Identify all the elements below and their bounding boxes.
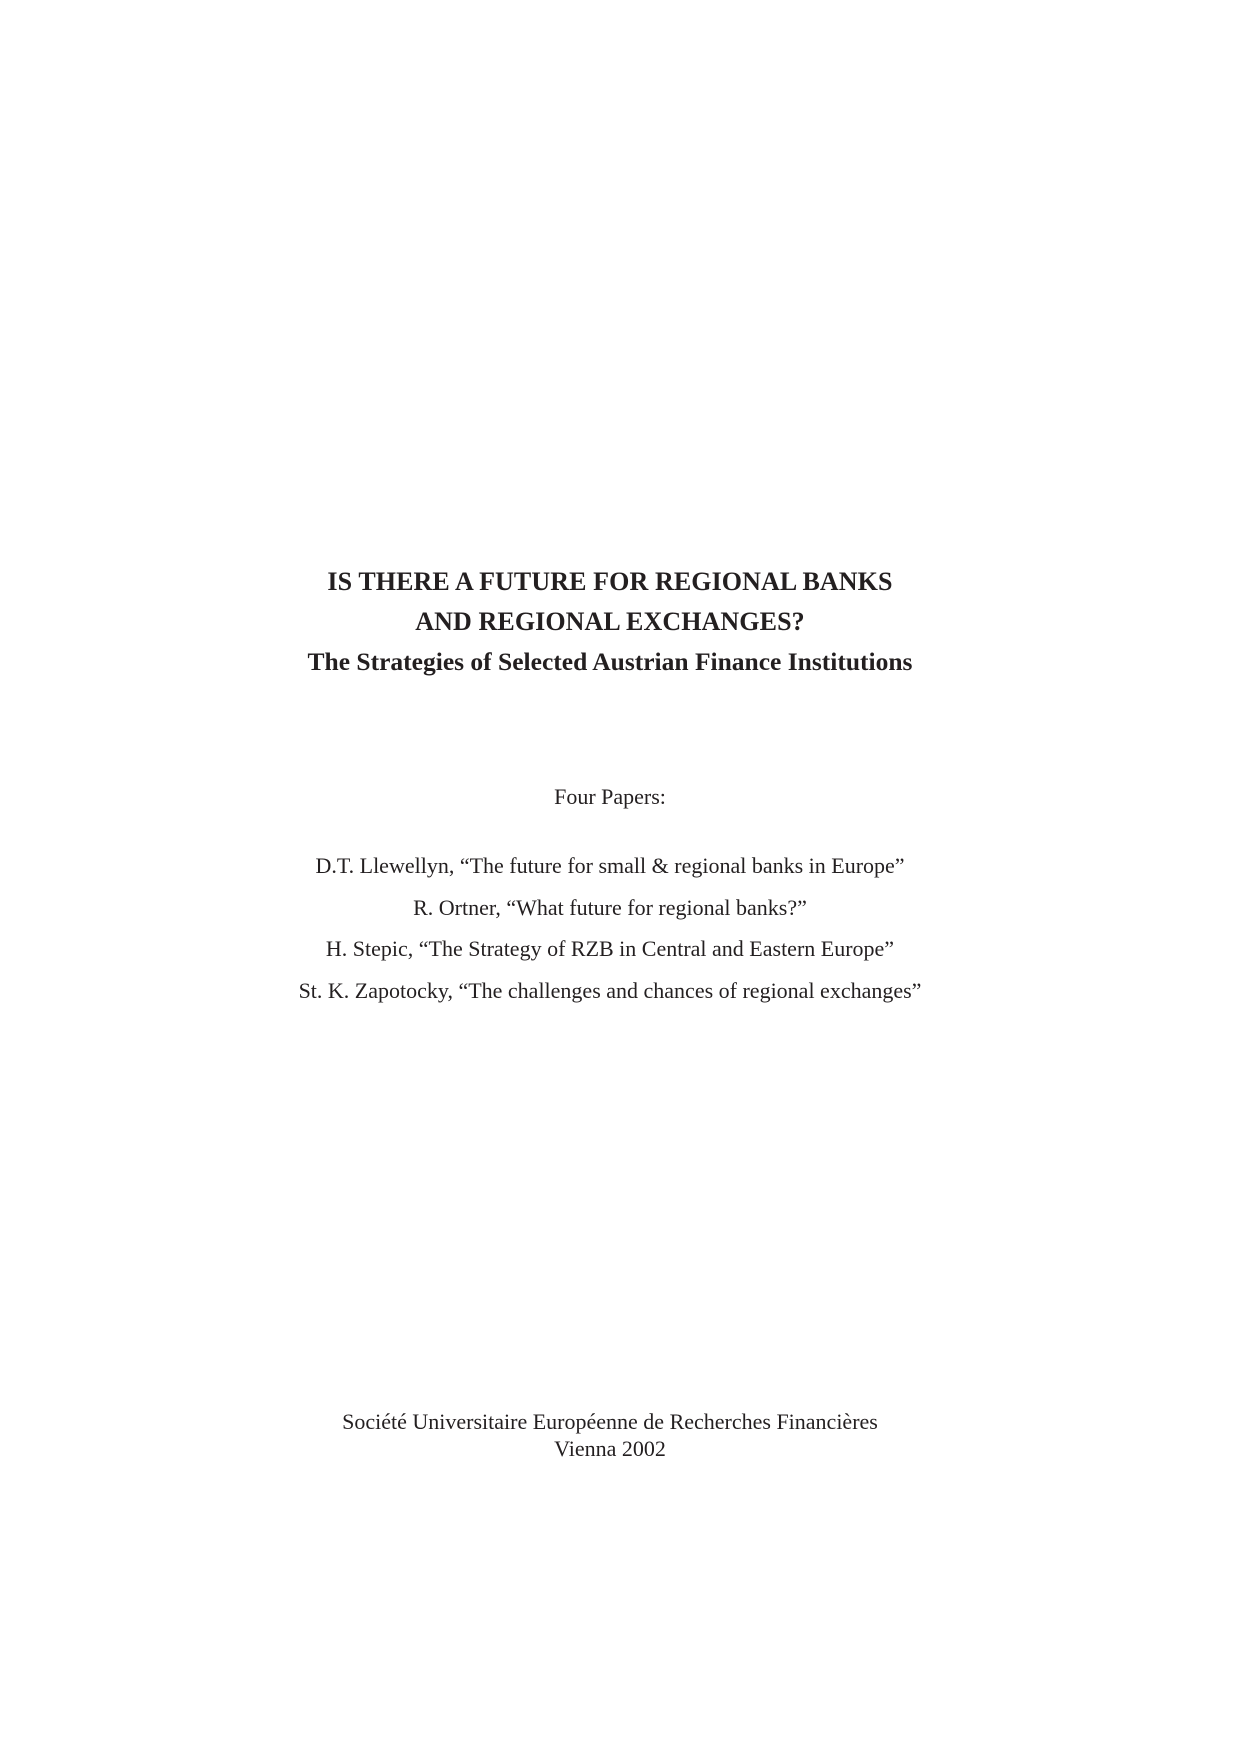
paper-item-zapotocky: St. K. Zapotocky, “The challenges and chances of regional exchanges” <box>298 977 922 1003</box>
papers-list <box>0 845 1220 1011</box>
title-line-1: IS THERE A FUTURE FOR REGIONAL BANKS <box>327 567 893 596</box>
publisher-block <box>0 1408 1220 1462</box>
title-block <box>0 562 1220 682</box>
publisher-name: Société Universitaire Européenne de Recherches Financières <box>342 1409 878 1434</box>
title-line-2: AND REGIONAL EXCHANGES? <box>415 607 805 636</box>
paper-item-ortner: R. Ortner, “What future for regional banks?” <box>413 894 807 920</box>
subtitle: The Strategies of Selected Austrian Finance Institutions <box>307 647 913 676</box>
papers-heading: Four Papers: <box>554 784 666 809</box>
paper-item-llewellyn: D.T. Llewellyn, “The future for small & regional banks in Europe” <box>315 853 905 878</box>
paper-item-stepic: H. Stepic, “The Strategy of RZB in Central and Eastern Europe” <box>325 936 895 961</box>
publisher-place-year: Vienna 2002 <box>554 1436 666 1461</box>
